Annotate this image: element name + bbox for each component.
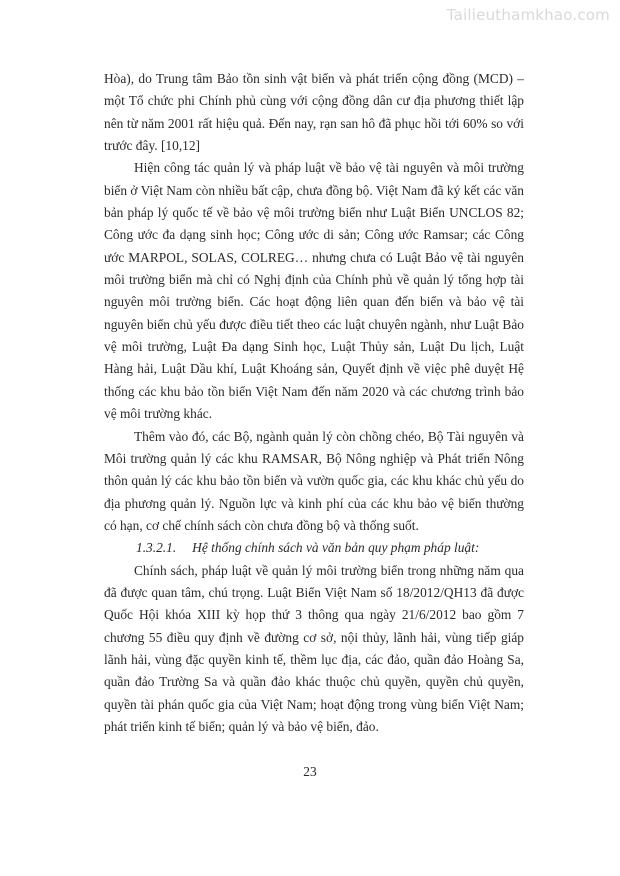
section-number: 1.3.2.1.: [136, 540, 177, 556]
paragraph-legal-status: Hiện công tác quản lý và pháp luật về bảo vệ tài nguyên và môi trường biển ở Việt Nam còn nhiều bất cập, chưa đồng bộ. Việt Nam đã ký kết các văn bản pháp lý quốc tế về bảo vệ môi trường biển như Luật Biển UNCLOS 82; Công ước đa dạng sinh học; Công ước di sản; Công ước Ramsar; các Công ước MARPOL, SOLAS, COLREG… nhưng chưa có Luật Bảo vệ tài nguyên môi trường biển mà chỉ có Nghị định của Chính phủ về quản lý tổng hợp tài nguyên môi trường biển. Các hoạt động liên quan đến biển và bảo vệ tài nguyên biển chủ yếu được điều tiết theo các luật chuyên ngành, như Luật Bảo vệ môi trường, Luật Đa dạng Sinh học, Luật Thủy sản, Luật Du lịch, Luật Hàng hải, Luật Dầu khí, Luật Khoáng sản, Quyết định về việc phê duyệt Hệ thống các khu bảo tồn biển Việt Nam đến năm 2020 và các chương trình bảo vệ môi trường khác.: [104, 160, 524, 422]
page-number: 23: [303, 764, 317, 779]
watermark-text: Tailieuthamkhao.com: [446, 6, 610, 24]
paragraph-continuation: Hòa), do Trung tâm Bảo tồn sinh vật biển và phát triển cộng đồng (MCD) – một Tổ chức phi Chính phủ cùng với cộng đồng dân cư địa phương thiết lập nên từ năm 2001 rất hiệu quả. Đến nay, rạn san hô đã phục hồi tới 60% so với trước đây. [10,12]: [104, 71, 524, 154]
paragraph-policy: Chính sách, pháp luật về quản lý môi trường biển trong những năm qua đã được quan tâm, chú trọng. Luật Biển Việt Nam số 18/2012/QH13 đã được Quốc Hội khóa XIII kỳ họp thứ 3 thông qua ngày 21/6/2012 bao gồm 7 chương 55 điều quy định về đường cơ sở, nội thủy, lãnh hải, vùng tiếp giáp lãnh hải, vùng đặc quyền kinh tế, thềm lục địa, các đảo, quần đảo Hoàng Sa, quần đảo Trường Sa và quần đảo khác thuộc chủ quyền, quyền chủ quyền, quyền tài phán quốc gia của Việt Nam; hoạt động trong vùng biển Việt Nam; phát triển kinh tế biển; quản lý và bảo vệ biển, đảo.: [104, 562, 524, 734]
paragraph-ministries: Thêm vào đó, các Bộ, ngành quản lý còn chồng chéo, Bộ Tài nguyên và Môi trường quản lý các khu RAMSAR, Bộ Nông nghiệp và Phát triển Nông thôn quản lý các khu bảo tồn biển và vườn quốc gia, các khu khác chủ yếu do địa phương quản lý. Nguồn lực và kinh phí của các khu bảo vệ biển thường có hạn, cơ chế chính sách còn chưa đồng bộ và thống suốt.: [104, 428, 524, 533]
section-title: Hệ thống chính sách và văn bản quy phạm pháp luật:: [192, 540, 480, 556]
section-heading: [104, 537, 524, 559]
document-body: [104, 68, 524, 738]
